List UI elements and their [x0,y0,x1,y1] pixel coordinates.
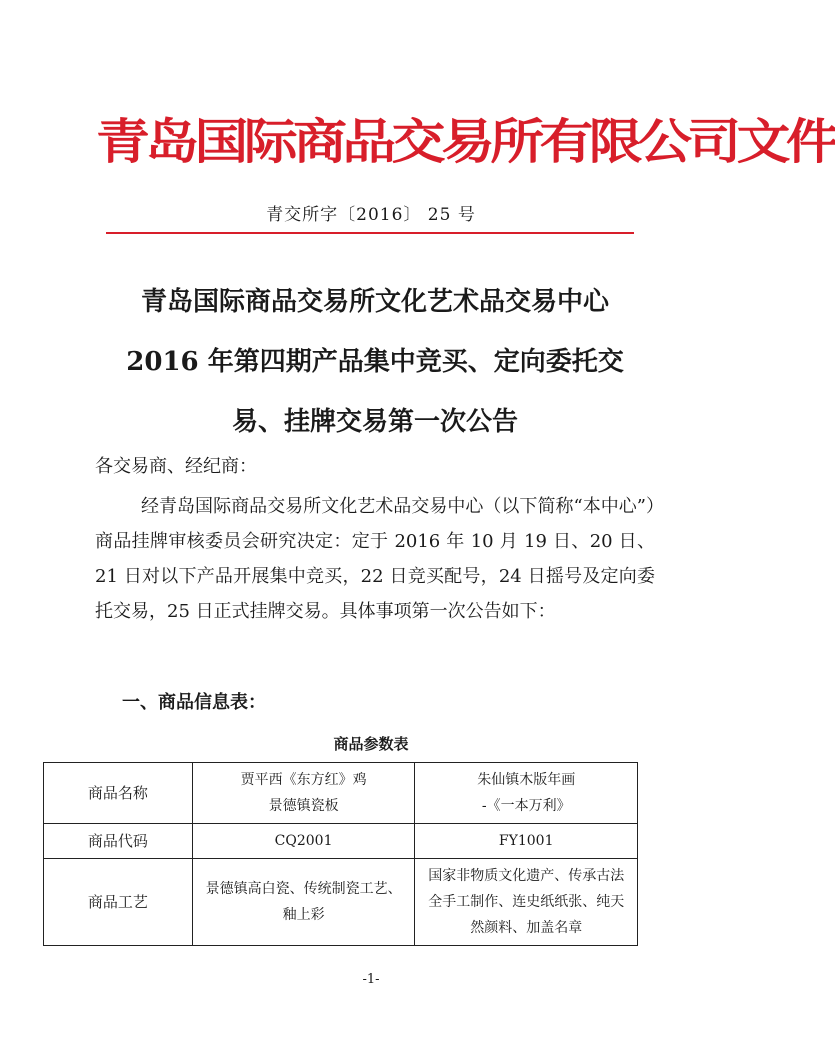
row-label: 商品名称 [44,763,193,824]
cell-text: 景德镇高白瓷、传统制瓷工艺、 [205,881,402,897]
table-cell [415,824,638,859]
title-line-1: 青岛国际商品交易所文化艺术品交易中心 [140,287,609,317]
table-cell [192,859,415,946]
table-cell [192,763,415,824]
row-label: 商品工艺 [44,859,193,946]
cell-text: 釉上彩 [282,907,325,923]
salutation: 各交易商、经纪商： [95,456,257,477]
page-number: -1- [362,972,380,987]
document-title [95,272,655,452]
cell-text: CQ2001 [274,833,333,849]
title-line-3: 易、挂牌交易第一次公告 [231,407,518,437]
table-cell [415,859,638,946]
cell-text: 朱仙镇木版年画 [477,772,576,788]
section-heading: 一、商品信息表： [122,692,266,713]
cell-text: 国家非物质文化遗产、传承古法 [428,868,625,884]
table-row [44,763,638,824]
table-cell [192,824,415,859]
table-row [44,859,638,946]
cell-text: -《一本万利》 [481,798,571,814]
cell-text: 景德镇瓷板 [268,798,339,814]
table-row [44,824,638,859]
cell-text: 全手工制作、连史纸纸张、纯天 [428,894,625,910]
cell-text: 然颜料、加盖名章 [470,920,583,936]
cell-text: FY1001 [498,833,554,849]
product-parameter-table [43,762,638,946]
table-cell [415,763,638,824]
table-caption: 商品参数表 [333,735,409,753]
title-line-2: 2016 年第四期产品集中竞买、定向委托交 [126,347,624,377]
document-number: 青交所字〔2016〕 25 号 [266,205,476,225]
org-header: 青岛国际商品交易所有限公司文件 [96,114,835,170]
cell-text: 贾平西《东方红》鸡 [240,772,367,788]
row-label: 商品代码 [44,824,193,859]
body-paragraph: 经青岛国际商品交易所文化艺术品交易中心（以下简称“本中心”）商品挂牌审核委员会研究决定：定于 2016 年 10 月 19 日、20 日、21 日对以下产品开展集中竞买，22 日竞买配号，24 日摇号及定向委托交易，25 日正式挂牌交易。具体事项第一次公告如下： [95,496,655,622]
red-divider [106,232,634,234]
